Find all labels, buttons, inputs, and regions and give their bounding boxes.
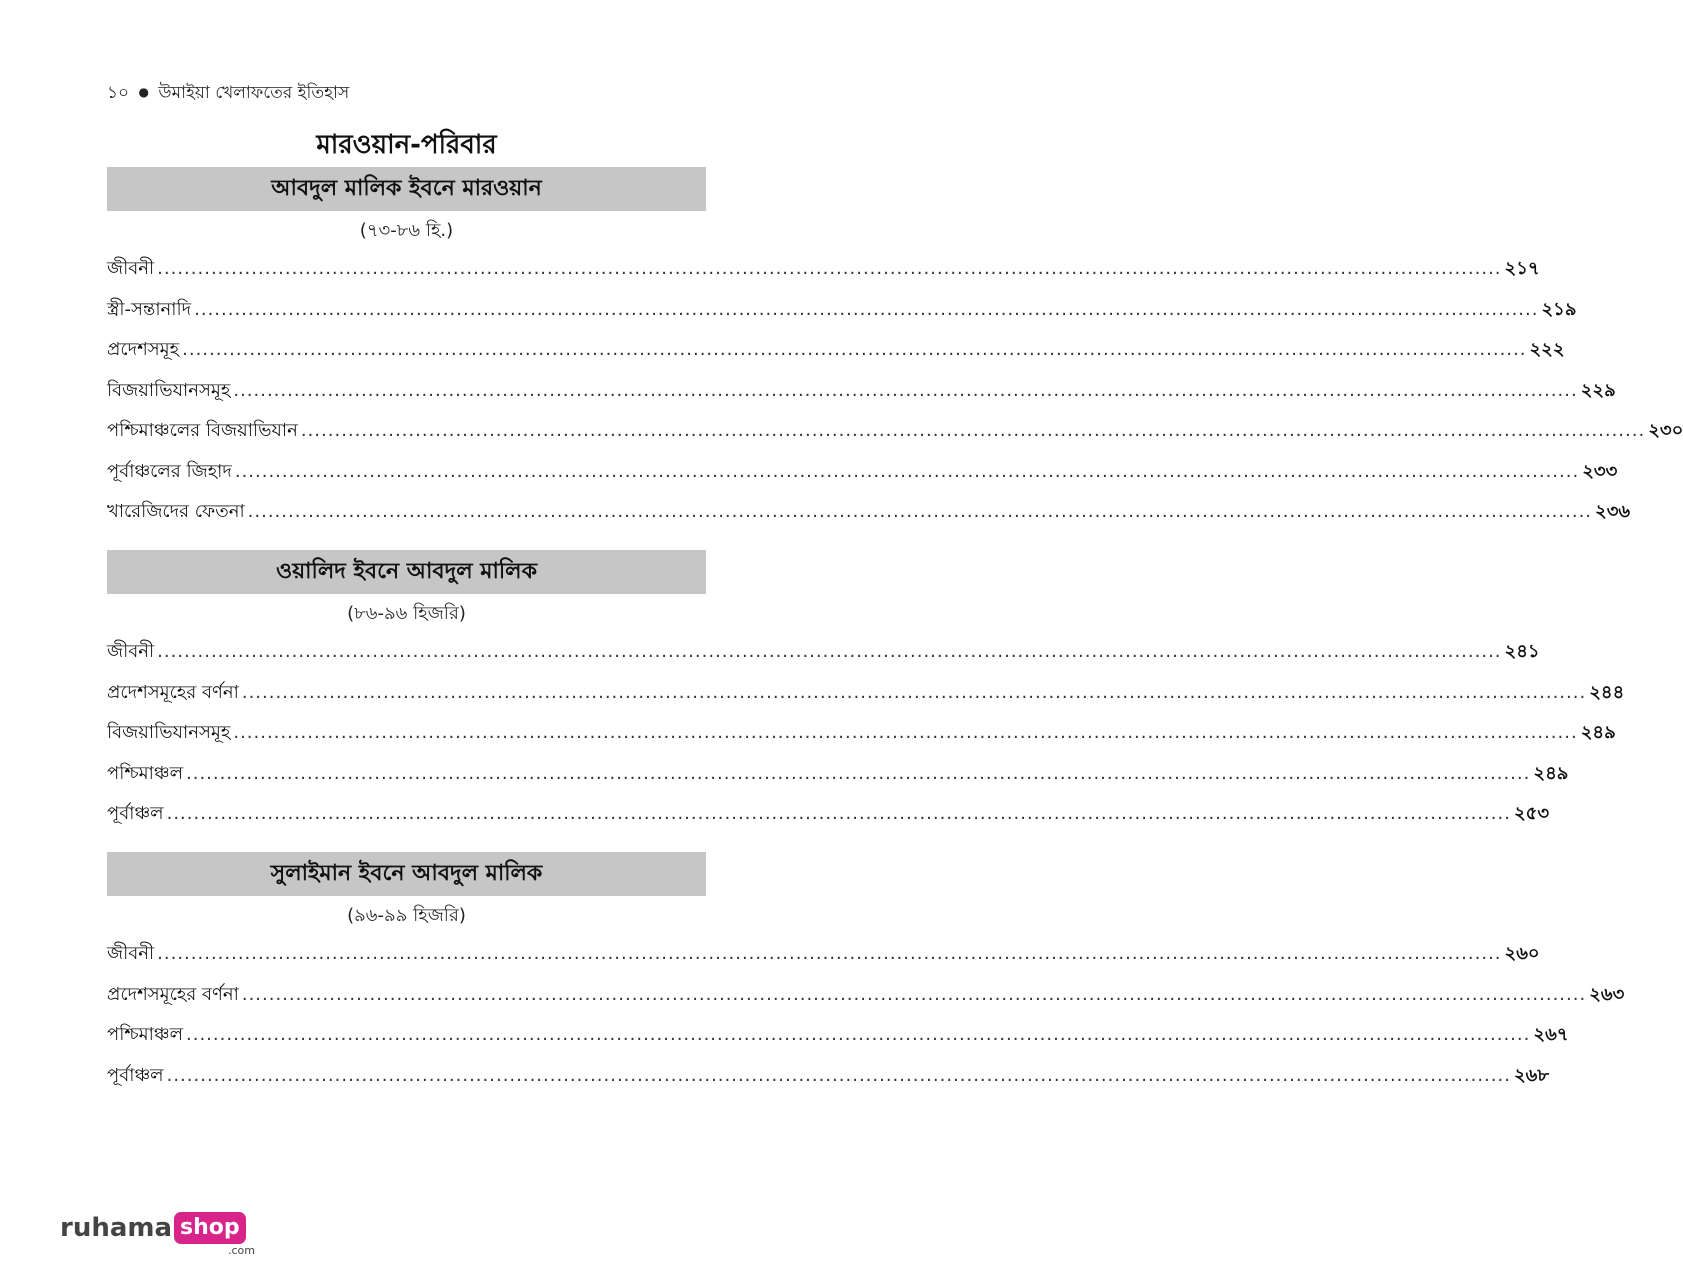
toc-entry[interactable] xyxy=(107,673,1625,714)
entry-page: ২৬৭ xyxy=(1533,1024,1569,1045)
toc-entry[interactable] xyxy=(107,794,1550,835)
toc-entry[interactable] xyxy=(107,330,1565,371)
toc-entry[interactable] xyxy=(107,632,1540,673)
entry-label: প্রদেশসমূহ xyxy=(107,339,180,360)
entry-label: জীবনী xyxy=(107,943,155,964)
entry-label: স্ত্রী-সন্তানাদি xyxy=(107,298,192,320)
dot-leader: ........................................................................................................................................................................................................ xyxy=(166,803,1511,824)
toc-section xyxy=(107,550,1625,835)
entry-label: পূর্বাঞ্চল xyxy=(107,1064,164,1086)
entry-page: ২৩৩ xyxy=(1582,460,1618,482)
running-header xyxy=(107,80,349,108)
dot-leader: ........................................................................................................................................................................................................ xyxy=(300,420,1646,441)
entry-label: পশ্চিমাঞ্চল xyxy=(107,762,184,784)
entry-label: প্রদেশসমূহের বর্ণনা xyxy=(107,681,239,703)
entry-page: ২২২ xyxy=(1529,339,1565,360)
entry-page: ২৪৪ xyxy=(1589,681,1625,703)
toc-entry[interactable] xyxy=(107,290,1577,331)
dot-leader: ........................................................................................................................................................................................................ xyxy=(233,722,1578,743)
dot-leader: ........................................................................................................................................................................................................ xyxy=(166,1064,1511,1086)
ruhamashop-logo xyxy=(60,1212,255,1257)
bullet-icon: ● xyxy=(138,85,149,99)
toc-section xyxy=(107,852,1625,1096)
dot-leader: ........................................................................................................................................................................................................ xyxy=(157,943,1502,964)
dot-leader: ........................................................................................................................................................................................................ xyxy=(233,379,1578,401)
entry-label: পশ্চিমাঞ্চল xyxy=(107,1024,184,1045)
toc-entry[interactable] xyxy=(107,371,1616,412)
entry-page: ২৩৬ xyxy=(1595,501,1631,522)
entry-page: ২৪৯ xyxy=(1533,762,1569,784)
logo-badge: shop xyxy=(174,1212,246,1244)
toc-entry[interactable] xyxy=(107,1056,1550,1097)
entry-page: ২৪৯ xyxy=(1580,722,1616,743)
dot-leader: ........................................................................................................................................................................................................ xyxy=(186,1024,1531,1045)
entry-page: ২১৯ xyxy=(1541,298,1577,320)
dot-leader: ........................................................................................................................................................................................................ xyxy=(182,339,1527,360)
toc-entry[interactable] xyxy=(107,492,1631,533)
toc-entry[interactable] xyxy=(107,934,1540,975)
book-title: উমাইয়া খেলাফতের ইতিহাস xyxy=(158,83,350,103)
toc-entry[interactable] xyxy=(107,1015,1569,1056)
entry-label: প্রদেশসমূহের বর্ণনা xyxy=(107,983,239,1005)
entry-page: ২২৯ xyxy=(1580,379,1616,401)
toc-entry[interactable] xyxy=(107,754,1569,795)
entry-page: ২১৭ xyxy=(1504,258,1540,279)
section-banner: ওয়ালিদ ইবনে আবদুল মালিক xyxy=(107,550,706,594)
family-title: মারওয়ান-পরিবার xyxy=(316,130,497,160)
entry-page: ২৫৩ xyxy=(1513,803,1550,824)
entry-label: খারেজিদের ফেতনা xyxy=(107,501,245,522)
dot-leader: ........................................................................................................................................................................................................ xyxy=(157,258,1502,279)
entry-page: ২৩০ xyxy=(1648,420,1683,441)
entry-label: পূর্বাঞ্চল xyxy=(107,803,164,824)
section-banner: সুলাইমান ইবনে আবদুল মালিক xyxy=(107,852,706,896)
page-number: ১০ xyxy=(107,83,130,103)
dot-leader: ........................................................................................................................................................................................................ xyxy=(241,983,1587,1005)
entry-label: জীবনী xyxy=(107,258,155,279)
toc-entry[interactable] xyxy=(107,713,1616,754)
dot-leader: ........................................................................................................................................................................................................ xyxy=(247,501,1593,522)
toc-entry[interactable] xyxy=(107,452,1618,493)
toc-section xyxy=(107,167,1683,533)
entry-page: ২৬০ xyxy=(1504,943,1540,964)
entry-page: ২৬৮ xyxy=(1513,1064,1550,1086)
dot-leader: ........................................................................................................................................................................................................ xyxy=(241,681,1587,703)
entry-page: ২৬৩ xyxy=(1589,983,1625,1005)
toc-entry[interactable] xyxy=(107,975,1625,1016)
entry-label: বিজয়াভিযানসমূহ xyxy=(107,379,231,401)
entry-label: পূর্বাঞ্চলের জিহাদ xyxy=(107,460,232,482)
toc-entry[interactable] xyxy=(107,411,1683,452)
section-period: (৯৬-৯৯ হিজরি) xyxy=(347,905,466,926)
section-period: (৮৬-৯৬ হিজরি) xyxy=(347,603,466,624)
dot-leader: ........................................................................................................................................................................................................ xyxy=(186,762,1531,784)
dot-leader: ........................................................................................................................................................................................................ xyxy=(194,298,1539,320)
logo-word: ruhama xyxy=(60,1213,173,1243)
entry-label: পশ্চিমাঞ্চলের বিজয়াভিযান xyxy=(107,420,298,441)
dot-leader: ........................................................................................................................................................................................................ xyxy=(234,460,1580,482)
section-period: (৭৩-৮৬ হি.) xyxy=(359,220,454,241)
logo-domain: .com xyxy=(228,1244,255,1257)
dot-leader: ........................................................................................................................................................................................................ xyxy=(157,641,1502,662)
entry-label: জীবনী xyxy=(107,641,155,662)
toc-entry[interactable] xyxy=(107,249,1540,290)
entry-label: বিজয়াভিযানসমূহ xyxy=(107,722,231,743)
section-banner: আবদুল মালিক ইবনে মারওয়ান xyxy=(107,167,706,211)
entry-page: ২৪১ xyxy=(1504,641,1540,662)
